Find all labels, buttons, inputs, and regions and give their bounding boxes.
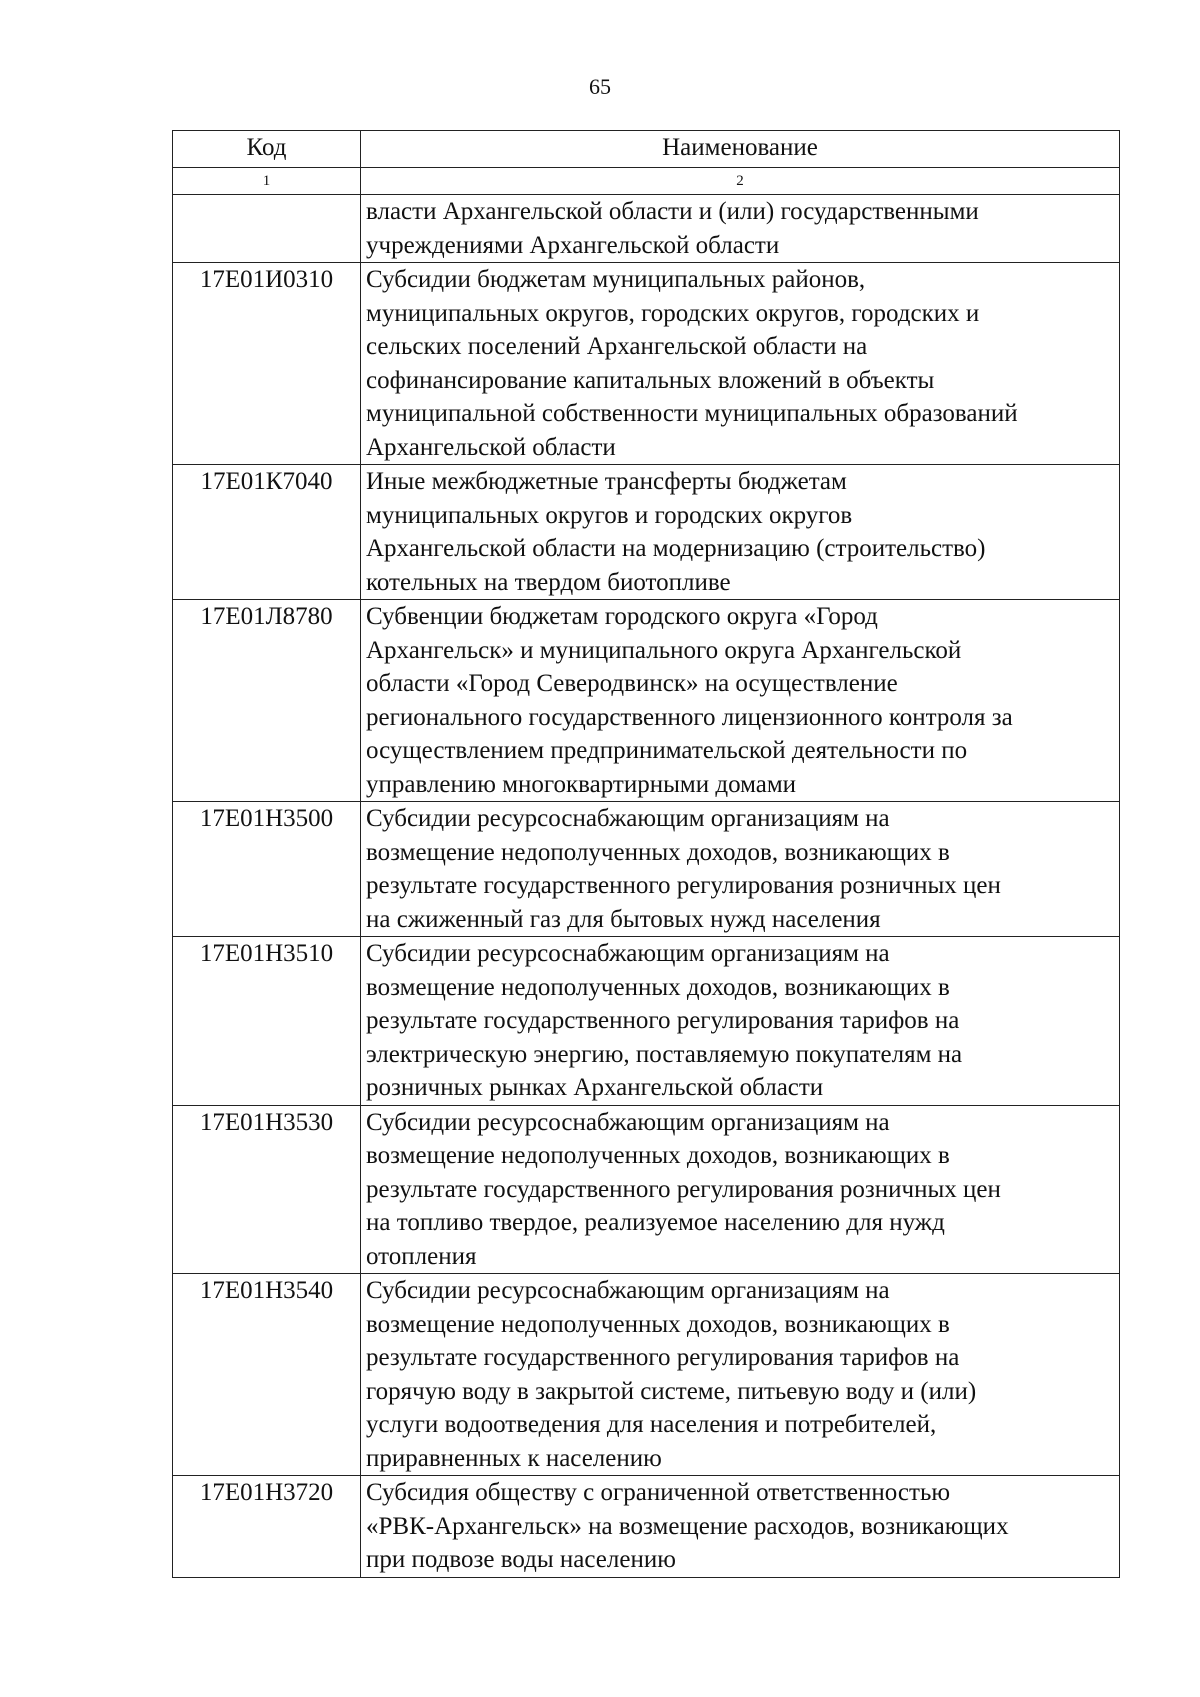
page-number: 65 [589,74,611,99]
row-name-line: при подвозе воды населению [366,1546,676,1573]
row-name-line: отопления [366,1242,477,1270]
table-header [173,131,1120,168]
table-row [173,263,1120,465]
table-row [173,600,1120,802]
row-name-line: осуществлением предпринимательской деятельности по [366,737,968,764]
row-name [361,195,1120,263]
row-name-line: Субсидии бюджетам муниципальных районов, [366,266,866,293]
row-name-line: котельных на твердом биотопливе [366,568,731,596]
row-name [361,802,1120,937]
row-name-line: на топливо твердое, реализуемое населению для нужд [366,1209,945,1236]
row-name-line: муниципальных округов и городских округов [366,501,853,529]
row-code: 17Е01Н3510 [173,937,361,1106]
table-row [173,937,1120,1106]
row-name-line: возмещение недополученных доходов, возникающих в [366,1310,950,1338]
row-name-line: на сжиженный газ для бытовых нужд населения [366,905,881,933]
row-name-line: результате государственного регулирования розничных цен [366,1175,1001,1203]
table-row [173,195,1120,263]
table-row [173,802,1120,937]
row-name-line: Субсидии ресурсоснабжающим организациям на [366,1277,890,1304]
row-name-line: Субсидии ресурсоснабжающим организациям на [366,805,890,832]
row-code: 17Е01Н3720 [173,1476,361,1578]
row-name-line: результате государственного регулирования тарифов на [366,1007,960,1034]
row-name-line: приравненных к населению [366,1444,662,1472]
row-code [173,195,361,263]
row-name-line: регионального государственного лицензионного контроля за [366,703,1013,731]
row-name-line: услуги водоотведения для населения и потребителей, [366,1411,937,1438]
row-name [361,600,1120,802]
row-name-line: муниципальной собственности муниципальных образований [366,400,1018,427]
row-code: 17Е01Н3500 [173,802,361,937]
row-name-line: Субсидия обществу с ограниченной ответственностью [366,1479,951,1506]
row-name-line: Архангельской области [366,433,616,461]
row-name-line: Архангельской области на модернизацию (строительство) [366,535,986,562]
table-row [173,465,1120,600]
row-name-line: области «Город Северодвинск» на осуществление [366,670,898,697]
row-name-line: Архангельск» и муниципального округа Архангельской [366,636,962,664]
row-name [361,937,1120,1106]
column-number-1: 1 [173,168,361,195]
row-name-line: розничных рынках Архангельской области [366,1074,824,1101]
row-code: 17Е01Н3540 [173,1274,361,1476]
header-code: Код [173,131,361,168]
row-name-line: горячую воду в закрытой системе, питьевую воду и (или) [366,1377,977,1405]
row-name-line: власти Архангельской области и (или) государственными [366,198,979,225]
row-name-line: результате государственного регулирования тарифов на [366,1344,960,1371]
row-code: 17Е01И0310 [173,263,361,465]
row-name [361,1274,1120,1476]
column-number-2: 2 [361,168,1120,195]
row-code: 17Е01Л8780 [173,600,361,802]
row-name-line: возмещение недополученных доходов, возникающих в [366,973,950,1001]
header-row [173,131,1120,168]
row-name-line: муниципальных округов, городских округов, городских и [366,299,980,327]
row-name-line: «РВК-Архангельск» на возмещение расходов, возникающих [366,1512,1009,1540]
row-name-line: Субсидии ресурсоснабжающим организациям на [366,1108,890,1136]
row-name-line: Субвенции бюджетам городского округа «Город [366,603,878,630]
row-name-line: возмещение недополученных доходов, возникающих в [366,1142,950,1169]
table-row [173,1274,1120,1476]
header-name: Наименование [361,131,1120,168]
row-name [361,263,1120,465]
row-name-line: софинансирование капитальных вложений в объекты [366,366,935,394]
row-name [361,465,1120,600]
table-body [173,168,1120,1578]
table-row [173,1105,1120,1274]
row-name-line: результате государственного регулирования розничных цен [366,872,1001,899]
table-row [173,1476,1120,1578]
column-number-row [173,168,1120,195]
budget-codes-table [172,130,1120,1578]
row-name-line: управлению многоквартирными домами [366,770,797,798]
row-name-line: учреждениями Архангельской области [366,231,780,259]
row-name-line: Субсидии ресурсоснабжающим организациям на [366,940,890,967]
row-code: 17Е01Н3530 [173,1105,361,1274]
row-name [361,1476,1120,1578]
row-name-line: сельских поселений Архангельской области на [366,333,868,360]
row-name [361,1105,1120,1274]
row-code: 17Е01К7040 [173,465,361,600]
row-name-line: электрическую энергию, поставляемую покупателям на [366,1040,963,1068]
row-name-line: возмещение недополученных доходов, возникающих в [366,838,950,866]
row-name-line: Иные межбюджетные трансферты бюджетам [366,468,847,495]
